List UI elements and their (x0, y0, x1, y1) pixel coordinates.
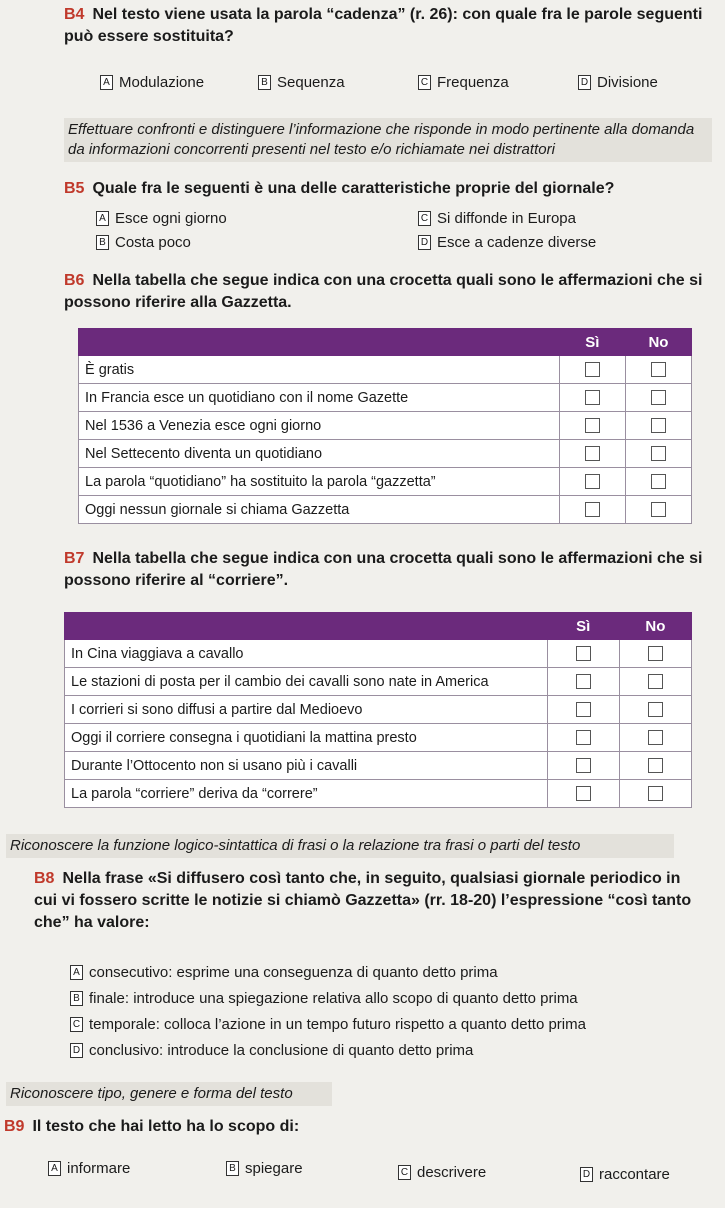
checkbox-yes[interactable] (585, 474, 600, 489)
question-number: B5 (64, 180, 85, 197)
question-text: Il testo che hai letto ha lo scopo di: (32, 1118, 300, 1135)
checkbox-yes[interactable] (576, 674, 591, 689)
skill-banner: Effettuare confronti e distinguere l’informazione che risponde in modo pertinente alla domanda da informazioni concorrenti presenti nel testo e/o richiamate nei distrattori (64, 118, 712, 162)
table-row: Oggi il corriere consegna i quotidiani la mattina presto (65, 724, 692, 752)
question-text: Quale fra le seguenti è una delle caratteristiche proprie del giornale? (92, 180, 615, 197)
table-row: In Cina viaggiava a cavallo (65, 640, 692, 668)
table-row: La parola “corriere” deriva da “correre” (65, 780, 692, 808)
table-row: La parola “quotidiano” ha sostituito la parola “gazzetta” (79, 468, 692, 496)
option-b4-d[interactable]: D Divisione (578, 74, 658, 91)
skill-banner: Riconoscere la funzione logico-sintattica di frasi o la relazione tra frasi o parti del testo (6, 834, 674, 858)
checkbox-no[interactable] (648, 786, 663, 801)
option-b9-c[interactable]: C descrivere (398, 1164, 486, 1181)
checkbox-yes[interactable] (585, 502, 600, 517)
checkbox-yes[interactable] (585, 418, 600, 433)
option-b4-c[interactable]: C Frequenza (418, 74, 509, 91)
checkbox-no[interactable] (651, 502, 666, 517)
table-row: Le stazioni di posta per il cambio dei cavalli sono nate in America (65, 668, 692, 696)
question-b4 (64, 4, 704, 48)
question-number: B7 (64, 550, 85, 567)
question-text: Nella frase «Si diffusero così tanto che, in seguito, qualsiasi giornale periodico in cui vi fossero scritte le notizie si chiamò Gazzetta» (rr. 18-20) l’espressione “così tanto che” ha valore: (34, 870, 692, 931)
checkbox-yes[interactable] (585, 446, 600, 461)
checkbox-no[interactable] (648, 730, 663, 745)
question-b7 (64, 548, 704, 592)
question-number: B4 (64, 6, 85, 23)
checkbox-no[interactable] (651, 362, 666, 377)
checkbox-yes[interactable] (576, 646, 591, 661)
option-b8-a[interactable]: A consecutivo: esprime una conseguenza di quanto detto prima (70, 964, 498, 981)
checkbox-no[interactable] (648, 758, 663, 773)
checkbox-no[interactable] (651, 474, 666, 489)
col-yes: Sì (559, 329, 625, 356)
option-b8-d[interactable]: D conclusivo: introduce la conclusione di quanto detto prima (70, 1042, 473, 1059)
checkbox-yes[interactable] (585, 390, 600, 405)
checkbox-no[interactable] (648, 674, 663, 689)
question-text: Nella tabella che segue indica con una crocetta quali sono le affermazioni che si possono riferire al “corriere”. (64, 550, 703, 589)
checkbox-yes[interactable] (576, 758, 591, 773)
option-b9-b[interactable]: B spiegare (226, 1160, 303, 1177)
table-row: Oggi nessun giornale si chiama Gazzetta (79, 496, 692, 524)
col-no: No (625, 329, 691, 356)
question-number: B8 (34, 870, 55, 887)
col-no: No (619, 613, 691, 640)
checkbox-yes[interactable] (576, 730, 591, 745)
table-row: Durante l’Ottocento non si usano più i cavalli (65, 752, 692, 780)
question-text: Nella tabella che segue indica con una crocetta quali sono le affermazioni che si possono riferire alla Gazzetta. (64, 272, 703, 311)
table-b6 (78, 328, 692, 524)
table-row: È gratis (79, 356, 692, 384)
checkbox-no[interactable] (651, 390, 666, 405)
option-b5-c[interactable]: C Si diffonde in Europa (418, 210, 576, 227)
option-b4-b[interactable]: B Sequenza (258, 74, 345, 91)
skill-banner: Riconoscere tipo, genere e forma del testo (6, 1082, 332, 1106)
checkbox-yes[interactable] (585, 362, 600, 377)
checkbox-no[interactable] (648, 702, 663, 717)
question-text: Nel testo viene usata la parola “cadenza” (r. 26): con quale fra le parole seguenti può essere sostituita? (64, 6, 703, 45)
option-b5-a[interactable]: A Esce ogni giorno (96, 210, 227, 227)
col-yes: Sì (547, 613, 619, 640)
question-b9 (4, 1116, 704, 1138)
question-number: B6 (64, 272, 85, 289)
question-b5 (64, 178, 704, 200)
checkbox-no[interactable] (651, 418, 666, 433)
table-b7 (64, 612, 692, 808)
option-b4-a[interactable]: A Modulazione (100, 74, 204, 91)
table-row: Nel Settecento diventa un quotidiano (79, 440, 692, 468)
question-number: B9 (4, 1118, 25, 1135)
table-row: Nel 1536 a Venezia esce ogni giorno (79, 412, 692, 440)
checkbox-yes[interactable] (576, 702, 591, 717)
checkbox-no[interactable] (651, 446, 666, 461)
table-row: I corrieri si sono diffusi a partire dal Medioevo (65, 696, 692, 724)
option-b8-c[interactable]: C temporale: colloca l’azione in un tempo futuro rispetto a quanto detto prima (70, 1016, 586, 1033)
checkbox-yes[interactable] (576, 786, 591, 801)
question-b6 (64, 270, 704, 314)
question-b8 (34, 868, 704, 934)
option-b5-d[interactable]: D Esce a cadenze diverse (418, 234, 596, 251)
option-b8-b[interactable]: B finale: introduce una spiegazione relativa allo scopo di quanto detto prima (70, 990, 578, 1007)
option-b9-a[interactable]: A informare (48, 1160, 130, 1177)
option-b9-d[interactable]: D raccontare (580, 1166, 670, 1183)
checkbox-no[interactable] (648, 646, 663, 661)
option-b5-b[interactable]: B Costa poco (96, 234, 191, 251)
table-row: In Francia esce un quotidiano con il nome Gazette (79, 384, 692, 412)
